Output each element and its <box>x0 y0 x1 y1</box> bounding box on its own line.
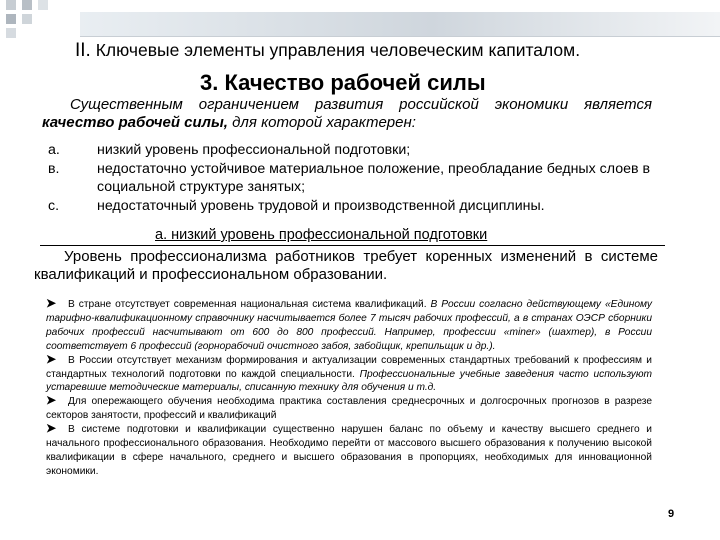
section-number: II. <box>75 40 91 61</box>
bullet-text: В стране отсутствует современная национальная система квалификаций. <box>68 299 427 310</box>
bullet-list <box>46 298 652 479</box>
slide-title: 3. Качество рабочей силы <box>200 70 486 95</box>
intro-paragraph <box>42 96 652 132</box>
list-marker: a. <box>48 142 60 158</box>
page-number: 9 <box>668 508 675 520</box>
decor-square <box>22 0 32 10</box>
list-item-text: недостаточный уровень трудовой и производственной дисциплины. <box>97 197 545 214</box>
bullet-italic-text: Профессиональные учебные заведения часто используют устаревшие методические материалы, списанную технику для обучения и т.д. <box>46 368 652 394</box>
arrow-bullet-icon: ➤ <box>46 296 57 310</box>
intro-text-end: для которой характерен: <box>227 114 416 131</box>
list-item <box>46 395 652 423</box>
decor-square <box>38 0 48 10</box>
intro-bold: качество рабочей силы, <box>42 114 228 131</box>
list-marker: c. <box>48 197 60 214</box>
decor-square <box>6 0 16 10</box>
header-decoration <box>0 0 720 40</box>
subheading: а. низкий уровень профессиональной подготовки <box>155 227 488 243</box>
decor-square <box>22 14 32 24</box>
decor-square <box>6 28 16 38</box>
list-marker: в. <box>48 160 60 177</box>
arrow-bullet-icon: ➤ <box>46 421 57 436</box>
arrow-bullet-icon: ➤ <box>46 393 57 408</box>
list-item <box>46 423 652 479</box>
header-line <box>80 36 720 37</box>
divider <box>40 245 665 246</box>
decor-square <box>6 14 16 24</box>
main-paragraph: Уровень профессионализма работников требует коренных изменений в системе квалификаций и профессиональном образовании. <box>34 248 658 283</box>
characteristics-list <box>48 141 668 215</box>
intro-text: Существенным ограничением развития российской экономики является <box>70 96 652 113</box>
section-title-text: Ключевые элементы управления человеческим капиталом. <box>95 40 581 60</box>
list-item <box>46 351 652 396</box>
bullet-text: В системе подготовки и квалификации существенно нарушен баланс по объему и качеству высшего среднего и начального профессионального образования. Необходимо перейти от массового высшего образования к получению высокой квалификации в сфере начального, среднего и высшего образования в пропорциях, необходимых для инновационной экономики. <box>46 424 652 477</box>
arrow-bullet-icon: ➤ <box>46 351 57 366</box>
bullet-text: Для опережающего обучения необходима практика составления среднесрочных и долгосрочных прогнозов в разрезе секторов занятости, профессий и квалификаций <box>46 396 652 422</box>
bullet-italic-text: В России согласно действующему «Единому тарифно-квалификационному справочнику насчитывается более 7 тысяч рабочих профессий, а в странах ОЭСР сборники рабочих профессий насчитывают от 600 до 800 профессий. Например, профессии «miner» (шахтер), в России соответствует 6 профессий (горнорабочий очистного забоя, забойщик, крепильщик и др.). <box>46 299 652 352</box>
list-item <box>46 298 652 354</box>
list-item <box>48 160 668 197</box>
header-band <box>80 12 720 36</box>
list-item <box>48 141 668 160</box>
list-item-text: низкий уровень профессиональной подготовки; <box>97 142 411 158</box>
list-item-text: недостаточно устойчивое материальное положение, преобладание бедных слоев в социальной структуре занятых; <box>97 160 650 195</box>
bullet-text: В России отсутствует механизм формирования и актуализации современных стандартных требований к профессиям и стандартных технологий подготовки по каждой специальности. <box>46 354 652 380</box>
list-item <box>48 197 668 216</box>
section-title <box>75 40 580 62</box>
